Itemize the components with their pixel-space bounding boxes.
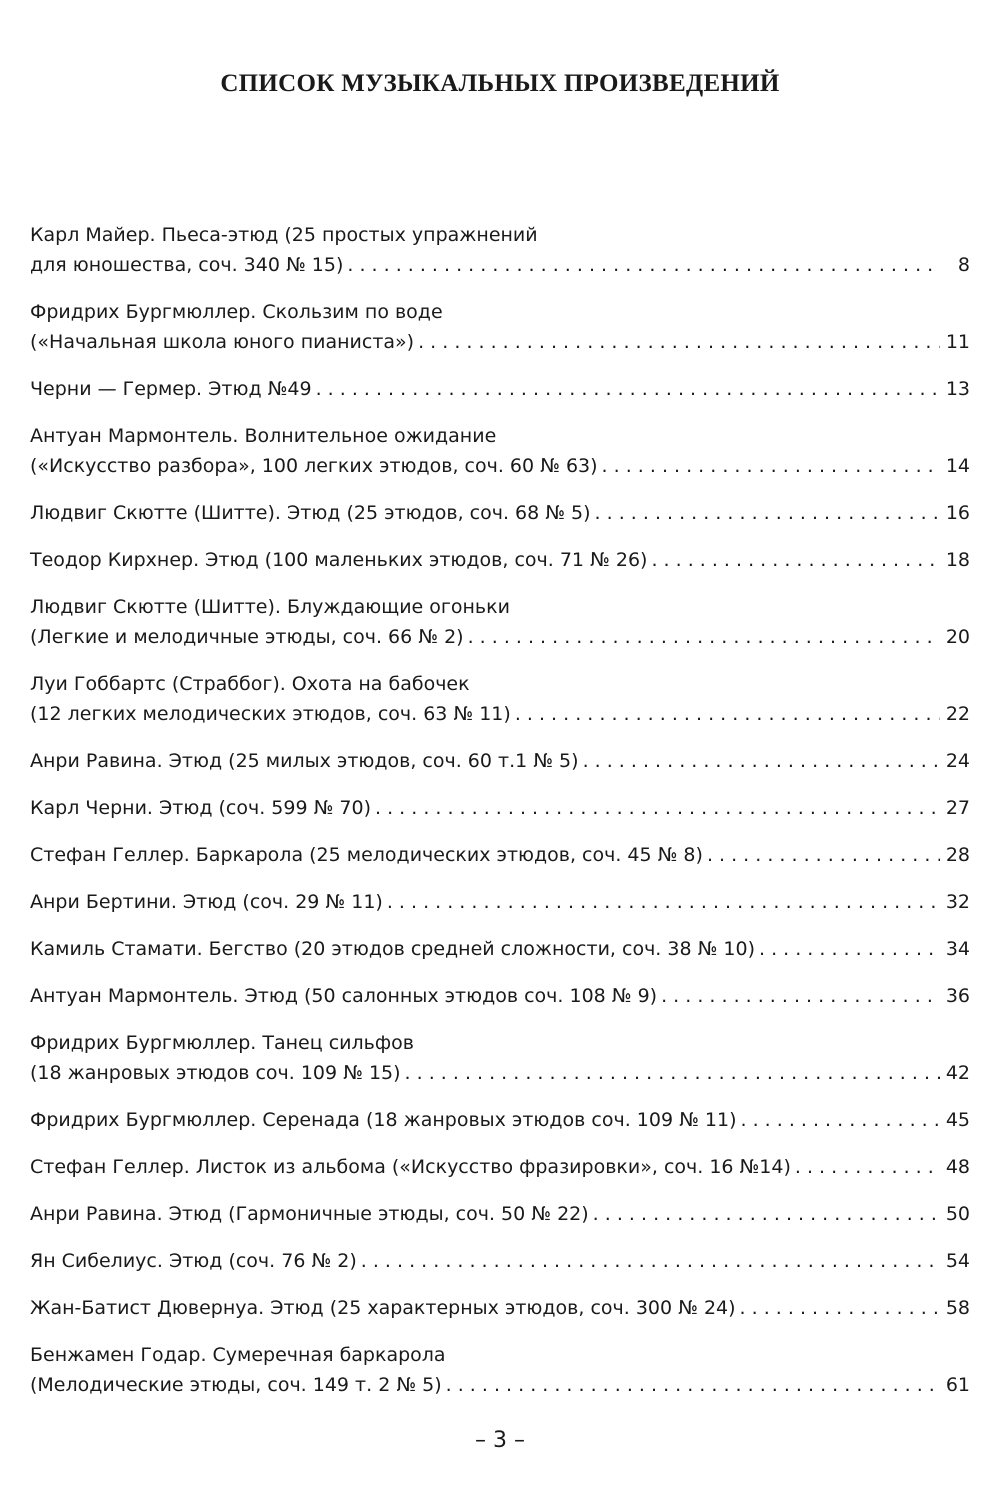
toc-entry-text: («Искусство разбора», 100 легких этюдов, соч. 60 № 63) <box>30 455 598 477</box>
toc-entry-leader-line <box>30 622 970 652</box>
toc-entry-leader-line <box>30 981 970 1011</box>
toc-entry-text: Людвиг Скютте (Шитте). Этюд (25 этюдов, соч. 68 № 5) <box>30 502 591 524</box>
toc-entry-leader-line <box>30 1058 970 1088</box>
toc-entry <box>30 545 970 575</box>
toc-entry-leader-line <box>30 498 970 528</box>
dot-leader <box>387 887 940 917</box>
toc-entry-text: Теодор Кирхнер. Этюд (100 маленьких этюдов, соч. 71 № 26) <box>30 549 648 571</box>
page-number-footer: – 3 – <box>475 1428 525 1453</box>
toc-entry-page-number: 54 <box>945 1250 970 1272</box>
toc-entry-leader-line <box>30 545 970 575</box>
toc-entry-leader-line <box>30 1370 970 1400</box>
toc-entry-text: (12 легких мелодических этюдов, соч. 63 № 11) <box>30 703 511 725</box>
toc-entry-leader-line <box>30 699 970 729</box>
toc-entry-text: (18 жанровых этюдов соч. 109 № 15) <box>30 1062 401 1084</box>
toc-entry <box>30 220 970 280</box>
toc-entry <box>30 1246 970 1276</box>
toc-entry-text: Стефан Геллер. Листок из альбома («Искусство фразировки», соч. 16 №14) <box>30 1156 791 1178</box>
dot-leader <box>795 1152 940 1182</box>
dot-leader <box>405 1058 940 1088</box>
toc-entry-page-number: 34 <box>945 938 970 960</box>
toc-entry-page-number: 14 <box>945 455 970 477</box>
toc-entry-text: для юношества, соч. 340 № 15) <box>30 254 344 276</box>
dot-leader <box>759 934 940 964</box>
toc-entry-text: Анри Равина. Этюд (25 милых этюдов, соч. 60 т.1 № 5) <box>30 750 579 772</box>
dot-leader <box>316 374 940 404</box>
toc-entry-page-number: 48 <box>945 1156 970 1178</box>
toc-entry-title-line: Луи Гоббартс (Страббог). Охота на бабочек <box>30 673 470 695</box>
toc-entry-title-line: Людвиг Скютте (Шитте). Блуждающие огоньки <box>30 596 510 618</box>
toc-entry-page-number: 11 <box>945 331 970 353</box>
toc-entry-text: Антуан Мармонтель. Этюд (50 салонных этюдов соч. 108 № 9) <box>30 985 658 1007</box>
dot-leader <box>741 1105 941 1135</box>
toc-entry-page-number: 18 <box>945 549 970 571</box>
toc-entry-text: Жан-Батист Дювернуа. Этюд (25 характерных этюдов, соч. 300 № 24) <box>30 1297 736 1319</box>
toc-entry <box>30 592 970 652</box>
toc-entry <box>30 1152 970 1182</box>
toc-entry-page-number: 58 <box>945 1297 970 1319</box>
toc-entry-leader-line <box>30 793 970 823</box>
toc-entry-leader-line <box>30 327 970 357</box>
toc-entry <box>30 1199 970 1229</box>
dot-leader <box>468 622 940 652</box>
toc-entry <box>30 840 970 870</box>
dot-leader <box>515 699 940 729</box>
toc-entry-text: Ян Сибелиус. Этюд (соч. 76 № 2) <box>30 1250 357 1272</box>
toc-entry-page-number: 20 <box>945 626 970 648</box>
dot-leader <box>740 1293 940 1323</box>
toc-entry <box>30 1105 970 1135</box>
toc-entry-title-line: Бенжамен Годар. Сумеречная баркарола <box>30 1344 446 1366</box>
toc-entry-text: Анри Равина. Этюд (Гармоничные этюды, соч. 50 № 22) <box>30 1203 589 1225</box>
toc-entry-page-number: 50 <box>945 1203 970 1225</box>
toc-entry-page-number: 42 <box>945 1062 970 1084</box>
toc-entry <box>30 374 970 404</box>
toc-entry <box>30 421 970 481</box>
toc-entry-text: Стефан Геллер. Баркарола (25 мелодических этюдов, соч. 45 № 8) <box>30 844 703 866</box>
toc-entry-page-number: 61 <box>945 1374 970 1396</box>
toc-entry-text: (Мелодические этюды, соч. 149 т. 2 № 5) <box>30 1374 442 1396</box>
toc-entry-leader-line <box>30 250 970 280</box>
toc-entry-text: Анри Бертини. Этюд (соч. 29 № 11) <box>30 891 383 913</box>
toc-entry-text: Карл Черни. Этюд (соч. 599 № 70) <box>30 797 371 819</box>
dot-leader <box>583 746 940 776</box>
toc-entry-page-number: 8 <box>957 254 970 276</box>
table-of-contents <box>30 220 970 1417</box>
toc-entry-page-number: 45 <box>945 1109 970 1131</box>
dot-leader <box>446 1370 940 1400</box>
toc-entry-text: («Начальная школа юного пианиста») <box>30 331 415 353</box>
toc-entry-text: Фридрих Бургмюллер. Серенада (18 жанровых этюдов соч. 109 № 11) <box>30 1109 737 1131</box>
toc-entry <box>30 498 970 528</box>
toc-entry-title-line: Карл Майер. Пьеса-этюд (25 простых упражнений <box>30 224 538 246</box>
page-title: СПИСОК МУЗЫКАЛЬНЫХ ПРОИЗВЕДЕНИЙ <box>220 70 780 97</box>
toc-entry-leader-line <box>30 840 970 870</box>
dot-leader <box>595 498 940 528</box>
toc-entry <box>30 1340 970 1400</box>
toc-entry-title-line: Антуан Мармонтель. Волнительное ожидание <box>30 425 497 447</box>
toc-entry-text: Черни — Гермер. Этюд №49 <box>30 378 312 400</box>
toc-entry <box>30 981 970 1011</box>
toc-entry-title-line: Фридрих Бургмюллер. Скользим по воде <box>30 301 443 323</box>
toc-entry-text: Камиль Стамати. Бегство (20 этюдов средней сложности, соч. 38 № 10) <box>30 938 755 960</box>
toc-entry <box>30 669 970 729</box>
toc-entry-leader-line <box>30 1199 970 1229</box>
toc-entry-leader-line <box>30 887 970 917</box>
toc-entry-page-number: 13 <box>945 378 970 400</box>
toc-entry-page-number: 28 <box>945 844 970 866</box>
toc-entry-leader-line <box>30 374 970 404</box>
toc-entry-title-line: Фридрих Бургмюллер. Танец сильфов <box>30 1032 414 1054</box>
dot-leader <box>418 327 940 357</box>
toc-entry-page-number: 27 <box>945 797 970 819</box>
dot-leader <box>375 793 940 823</box>
toc-entry <box>30 887 970 917</box>
dot-leader <box>707 840 940 870</box>
toc-entry-page-number: 16 <box>945 502 970 524</box>
toc-entry-leader-line <box>30 1105 970 1135</box>
toc-entry <box>30 1293 970 1323</box>
toc-entry-page-number: 32 <box>945 891 970 913</box>
toc-entry-leader-line <box>30 1293 970 1323</box>
toc-entry-page-number: 24 <box>945 750 970 772</box>
toc-entry <box>30 297 970 357</box>
dot-leader <box>593 1199 940 1229</box>
dot-leader <box>602 451 940 481</box>
toc-entry-page-number: 22 <box>945 703 970 725</box>
toc-entry-leader-line <box>30 934 970 964</box>
toc-entry <box>30 934 970 964</box>
dot-leader <box>347 250 940 280</box>
toc-entry-page-number: 36 <box>945 985 970 1007</box>
toc-entry <box>30 1028 970 1088</box>
toc-entry-leader-line <box>30 1246 970 1276</box>
toc-entry-leader-line <box>30 451 970 481</box>
dot-leader <box>661 981 940 1011</box>
toc-entry-leader-line <box>30 746 970 776</box>
toc-entry <box>30 793 970 823</box>
dot-leader <box>361 1246 940 1276</box>
dot-leader <box>651 545 940 575</box>
toc-entry <box>30 746 970 776</box>
toc-entry-text: (Легкие и мелодичные этюды, соч. 66 № 2) <box>30 626 464 648</box>
toc-entry-leader-line <box>30 1152 970 1182</box>
